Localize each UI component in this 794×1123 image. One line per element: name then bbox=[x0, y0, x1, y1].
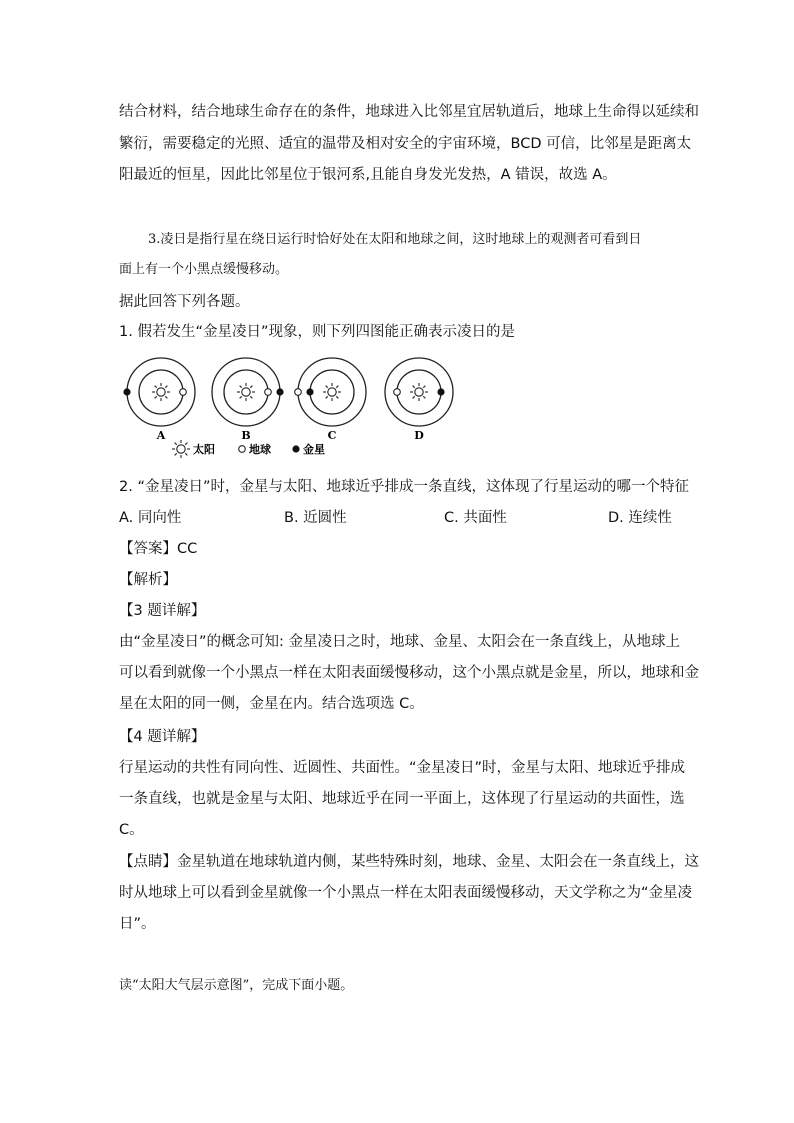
earth-dot bbox=[265, 389, 272, 396]
intro-line-3: 阳最近的恒星，因此比邻星位于银河系,且能自身发光发热，A 错误，故选 A。 bbox=[119, 167, 617, 183]
answer-value: CC bbox=[177, 541, 198, 557]
transit-diagram bbox=[118, 354, 470, 446]
tip-line-1: 金星轨道在地球轨道内侧，某些特殊时刻，地球、金星、太阳会在一条直线上，这 bbox=[177, 854, 699, 870]
venus-dot bbox=[306, 388, 313, 395]
panel-label-b: B bbox=[241, 429, 251, 442]
intro-line-1: 结合材料，结合地球生命存在的条件，地球进入比邻星宜居轨道后，地球上生命得以延续和 bbox=[119, 104, 699, 120]
q4-label: 【4 题详解】 bbox=[119, 729, 206, 745]
question-1: 1. 假若发生“金星凌日”现象，则下列四图能正确表示凌日的是 bbox=[119, 324, 515, 340]
panel-b bbox=[212, 358, 284, 426]
question-2: 2. “金星凌日”时，金星与太阳、地球近乎排成一条直线，这体现了行星运动的哪一个特征 bbox=[119, 479, 689, 495]
panel-label-d: D bbox=[414, 429, 424, 442]
legend-earth: 地球 bbox=[249, 443, 271, 456]
option-b: B. 近圆性 bbox=[284, 510, 347, 526]
passage-line-2: 面上有一个小黑点缓慢移动。 bbox=[119, 262, 289, 277]
panel-a bbox=[123, 358, 195, 426]
panel-c bbox=[295, 358, 366, 426]
q4-line-2: 一条直线，也就是金星与太阳、地球近乎在同一平面上，这体现了行星运动的共面性，选 bbox=[119, 791, 685, 807]
analysis-label: 【解析】 bbox=[119, 572, 177, 588]
earth-dot bbox=[394, 389, 401, 396]
option-a: A. 同向性 bbox=[119, 510, 182, 526]
instruction: 据此回答下列各题。 bbox=[119, 294, 250, 310]
q4-line-3: C。 bbox=[119, 822, 144, 838]
legend-sun: 太阳 bbox=[193, 443, 215, 456]
next-prompt: 读“太阳大气层示意图”，完成下面小题。 bbox=[119, 978, 354, 993]
answer-label: 【答案】 bbox=[119, 541, 177, 557]
q3-line-2: 可以看到就像一个小黑点一样在太阳表面缓慢移动，这个小黑点就是金星，所以，地球和金 bbox=[119, 665, 699, 681]
legend-venus: 金星 bbox=[303, 443, 325, 456]
option-c: C. 共面性 bbox=[444, 510, 507, 526]
q3-line-3: 星在太阳的同一侧，金星在内。结合选项选 C。 bbox=[119, 696, 424, 712]
tip-row-1 bbox=[119, 852, 699, 872]
passage-line-1: 3.凌日是指行星在绕日运行时恰好处在太阳和地球之间，这时地球上的观测者可看到日 bbox=[148, 232, 642, 247]
venus-dot bbox=[123, 388, 130, 395]
figure-legend bbox=[168, 438, 368, 460]
tip-line-3: 日”。 bbox=[119, 916, 156, 932]
venus-legend-icon bbox=[292, 445, 299, 452]
panel-d bbox=[385, 358, 453, 426]
venus-dot bbox=[437, 388, 444, 395]
earth-legend-icon bbox=[239, 446, 246, 453]
earth-dot bbox=[295, 389, 302, 396]
panel-label-c: C bbox=[327, 429, 337, 442]
panel-label-a: A bbox=[156, 429, 166, 442]
venus-dot bbox=[276, 388, 283, 395]
tip-line-2: 时从地球上可以看到金星就像一个小黑点一样在太阳表面缓慢移动，天文学称之为“金星凌 bbox=[119, 885, 693, 901]
tip-label: 【点睛】 bbox=[119, 854, 177, 870]
q3-label: 【3 题详解】 bbox=[119, 603, 206, 619]
sun-legend-icon bbox=[172, 440, 190, 458]
q4-line-1: 行星运动的共性有同向性、近圆性、共面性。“金星凌日”时，金星与太阳、地球近乎排成 bbox=[119, 760, 686, 776]
option-d: D. 连续性 bbox=[608, 510, 672, 526]
q3-line-1: 由“金星凌日”的概念可知: 金星凌日之时，地球、金星、太阳会在一条直线上，从地球上 bbox=[119, 634, 681, 650]
intro-line-2: 繁衍，需要稳定的光照、适宜的温带及相对安全的宇宙环境，BCD 可信，比邻星是距离太 bbox=[119, 136, 692, 152]
answer-row bbox=[119, 539, 197, 559]
earth-dot bbox=[180, 389, 187, 396]
